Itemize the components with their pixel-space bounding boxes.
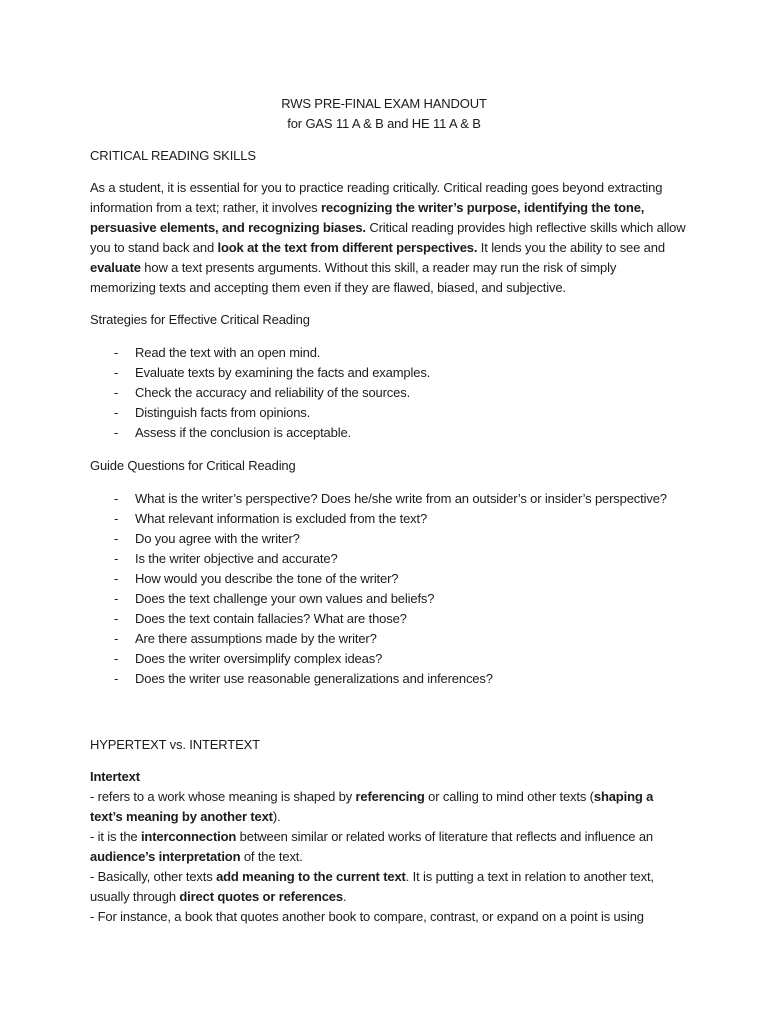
strategies-heading: Strategies for Effective Critical Reading: [90, 312, 310, 327]
list-item-text: Assess if the conclusion is acceptable.: [135, 425, 351, 440]
list-item-text: Does the writer use reasonable generalizations and inferences?: [135, 671, 493, 686]
text-run: information from a text; rather, it involves: [90, 200, 321, 215]
list-item-text: Does the text contain fallacies? What are those?: [135, 611, 407, 626]
list-item-text: Is the writer objective and accurate?: [135, 551, 338, 566]
bullet-dash: -: [114, 651, 119, 666]
text-run: or calling to mind other texts (: [424, 789, 594, 804]
bullet-dash: -: [114, 551, 119, 566]
document-title-block: [0, 94, 768, 134]
guide-questions-section: [90, 456, 668, 476]
bullet-dash: -: [114, 385, 119, 400]
emphasis-text: look at the text from different perspectives.: [217, 240, 478, 255]
hypertext-section: [90, 735, 668, 755]
paragraph-line: [90, 887, 668, 907]
text-run: .: [342, 889, 347, 904]
list-item-text: Evaluate texts by examining the facts and examples.: [135, 365, 431, 380]
emphasis-text: add meaning to the current text: [216, 869, 406, 884]
paragraph-line: [90, 238, 668, 258]
text-run: - it is the: [90, 829, 141, 844]
list-item-text: What relevant information is excluded from the text?: [135, 511, 428, 526]
paragraph-line: As a student, it is essential for you to practice reading critically. Critical reading goes beyond extracting: [90, 180, 663, 195]
text-run: between similar or related works of literature that reflects and influence an: [236, 829, 653, 844]
critical-reading-paragraph: [90, 178, 686, 298]
text-run: . It is putting a text in relation to another text,: [405, 869, 654, 884]
list-item-text: Does the text challenge your own values and beliefs?: [135, 591, 435, 606]
emphasis-text: persuasive elements, and recognizing biases.: [90, 220, 366, 235]
list-item-text: Do you agree with the writer?: [135, 531, 300, 546]
paragraph-line: [90, 218, 686, 238]
paragraph-line: memorizing texts and accepting them even if they are flawed, biased, and subjective.: [90, 280, 566, 295]
list-item: [90, 629, 668, 649]
section-heading: HYPERTEXT vs. INTERTEXT: [90, 737, 260, 752]
text-run: how a text presents arguments. Without this skill, a reader may run the risk of simply: [140, 260, 617, 275]
bullet-dash: -: [114, 531, 119, 546]
text-run: Critical reading provides high reflective skills which allow: [365, 220, 686, 235]
text-run: usually through: [90, 889, 180, 904]
document-subtitle: for GAS 11 A & B and HE 11 A & B: [287, 116, 481, 131]
list-item: [90, 549, 668, 569]
text-run: It lends you the ability to see and: [477, 240, 665, 255]
list-item: [90, 363, 668, 383]
bullet-dash: -: [114, 631, 119, 646]
paragraph-line: [90, 827, 668, 847]
strategies-list: [90, 343, 668, 443]
list-item-text: Are there assumptions made by the writer?: [135, 631, 377, 646]
bullet-dash: -: [114, 571, 119, 586]
paragraph-line: [90, 907, 668, 927]
list-item-text: Read the text with an open mind.: [135, 345, 321, 360]
list-item: [90, 489, 668, 509]
list-item-text: Does the writer oversimplify complex ideas?: [135, 651, 383, 666]
list-item: [90, 569, 668, 589]
list-item: [90, 609, 668, 629]
emphasis-text: shaping a: [593, 789, 654, 804]
text-run: ).: [272, 809, 281, 824]
emphasis-text: interconnection: [140, 829, 237, 844]
emphasis-text: recognizing the writer’s purpose, identifying the tone,: [320, 200, 645, 215]
emphasis-text: direct quotes or references: [179, 889, 343, 904]
list-item: [90, 589, 668, 609]
list-item-text: Check the accuracy and reliability of the sources.: [135, 385, 411, 400]
paragraph-line: [90, 847, 668, 867]
emphasis-text: audience’s interpretation: [90, 849, 241, 864]
paragraph-line: [90, 807, 668, 827]
list-item: [90, 383, 668, 403]
text-run: - refers to a work whose meaning is shaped by: [90, 789, 356, 804]
bullet-dash: -: [114, 425, 119, 440]
emphasis-text: referencing: [355, 789, 425, 804]
guide-questions-list: [90, 489, 668, 689]
document-title: RWS PRE-FINAL EXAM HANDOUT: [281, 96, 487, 111]
list-item: [90, 509, 668, 529]
section-heading: CRITICAL READING SKILLS: [90, 148, 256, 163]
text-run: you to stand back and: [90, 240, 218, 255]
list-item: [90, 423, 668, 443]
bullet-dash: -: [114, 591, 119, 606]
paragraph-line: [90, 198, 668, 218]
text-run: of the text.: [240, 849, 303, 864]
list-item: [90, 649, 668, 669]
intertext-section: [90, 767, 668, 927]
bullet-dash: -: [114, 511, 119, 526]
list-item: [90, 529, 668, 549]
guide-questions-heading: Guide Questions for Critical Reading: [90, 458, 296, 473]
paragraph-line: [90, 867, 668, 887]
bullet-dash: -: [114, 365, 119, 380]
list-item-text: What is the writer’s perspective? Does he/she write from an outsider’s or insider’s perspective?: [135, 491, 667, 506]
bullet-dash: -: [114, 611, 119, 626]
emphasis-text: evaluate: [90, 260, 141, 275]
strategies-section: [90, 310, 668, 330]
list-item: [90, 403, 668, 423]
bullet-dash: -: [114, 405, 119, 420]
text-run: - Basically, other texts: [90, 869, 217, 884]
paragraph-line: [90, 258, 668, 278]
emphasis-text: text’s meaning by another text: [90, 809, 273, 824]
bullet-dash: -: [114, 491, 119, 506]
paragraph-line: [90, 787, 668, 807]
intertext-heading: Intertext: [90, 769, 140, 784]
list-item: [90, 669, 668, 689]
list-item-text: How would you describe the tone of the writer?: [135, 571, 399, 586]
bullet-dash: -: [114, 671, 119, 686]
bullet-dash: -: [114, 345, 119, 360]
text-run: - For instance, a book that quotes another book to compare, contrast, or expand on a point is using: [90, 909, 644, 924]
list-item: [90, 343, 668, 363]
section-heading-critical-reading: [90, 146, 668, 166]
list-item-text: Distinguish facts from opinions.: [135, 405, 311, 420]
